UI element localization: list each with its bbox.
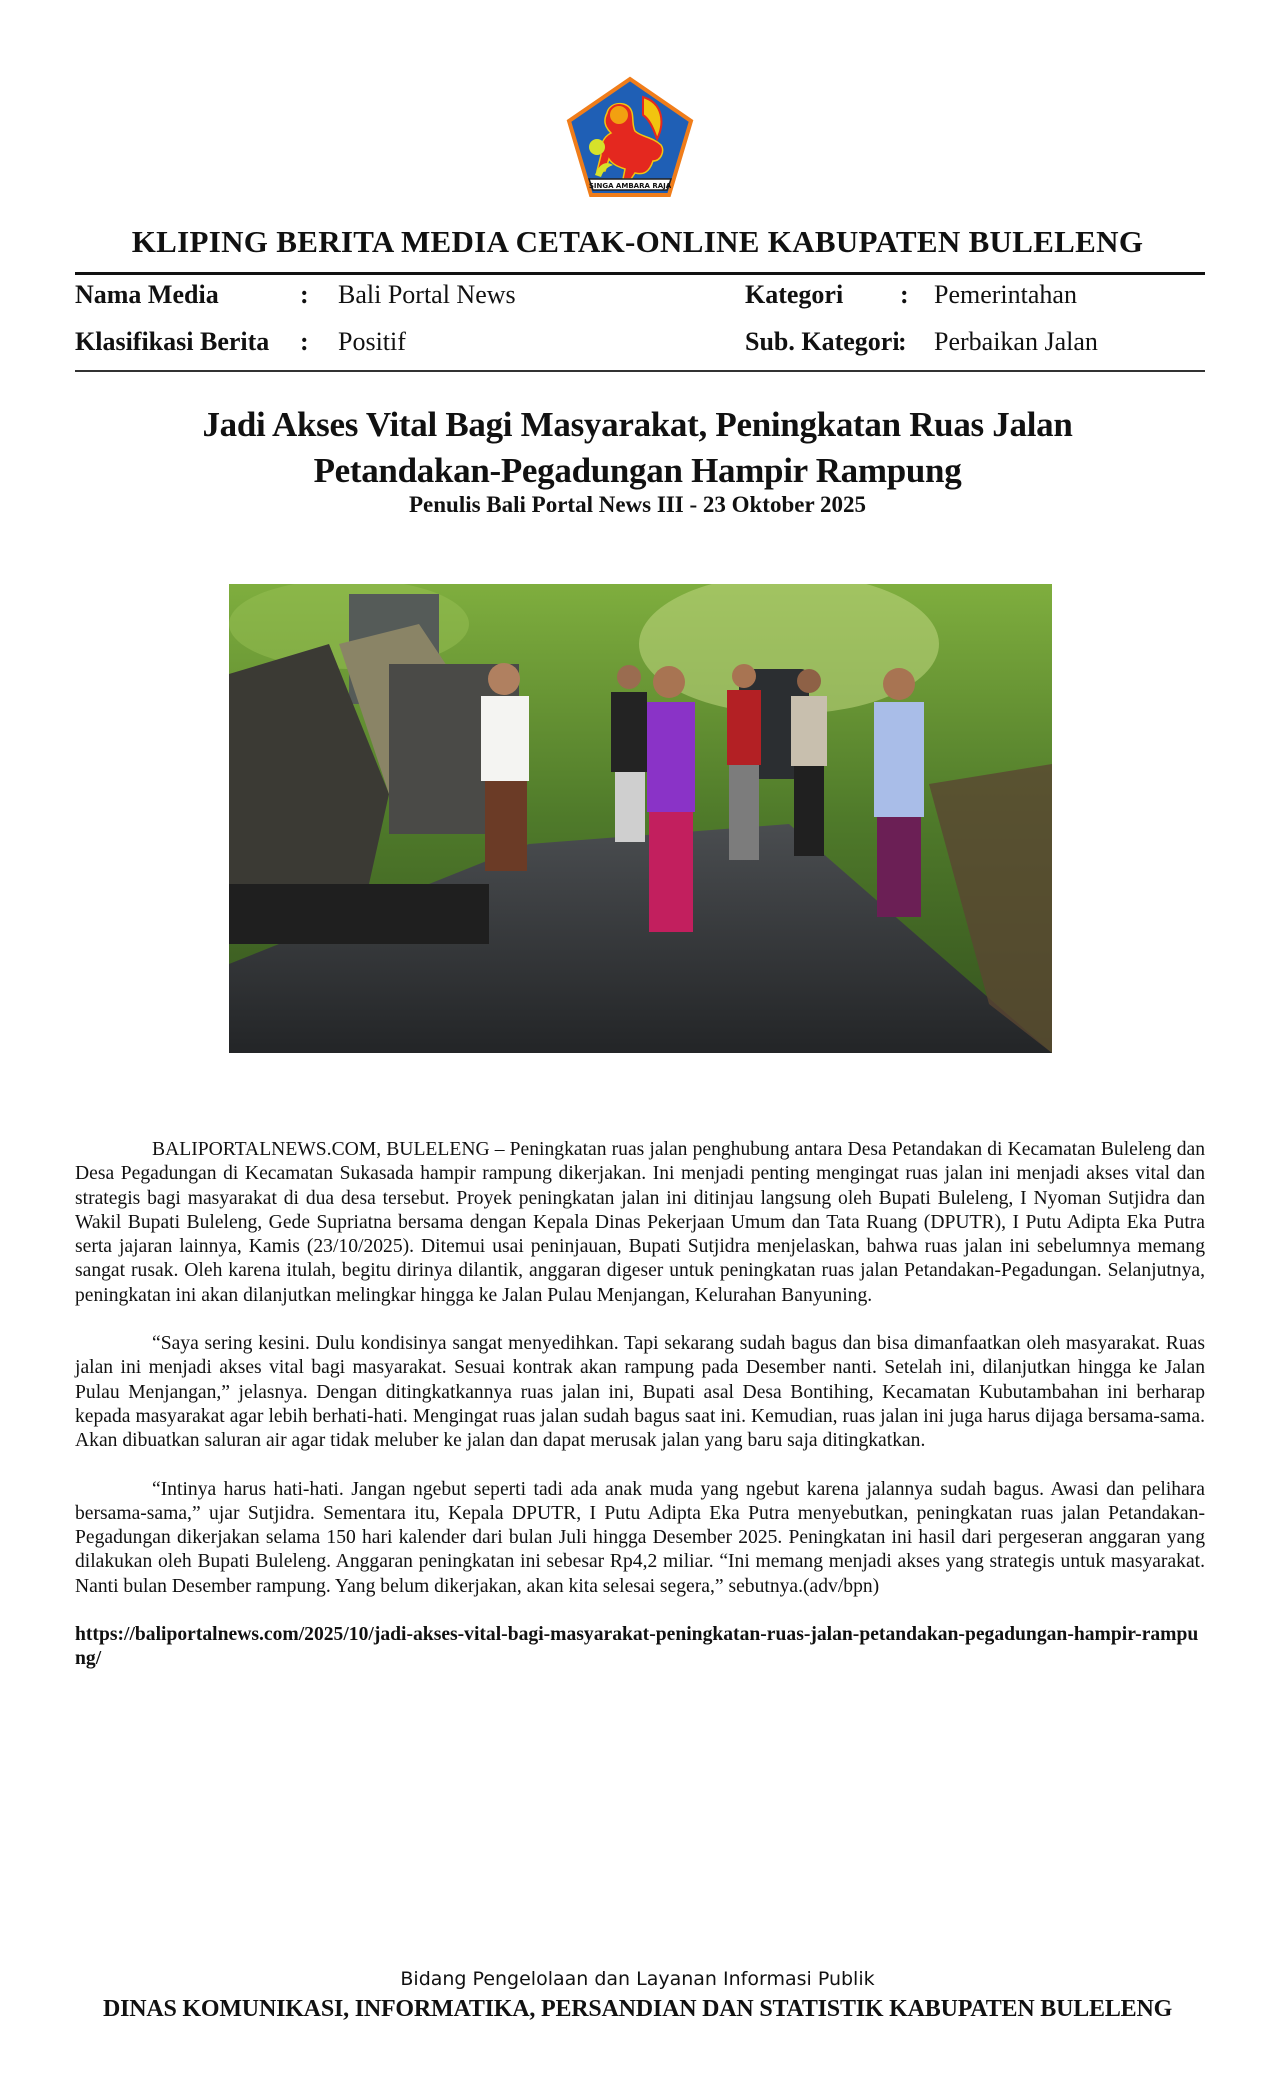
photo-paver-base	[229, 884, 489, 944]
photo-person-purple-shirt	[647, 666, 695, 932]
sub-kategori-label: Sub. Kategori	[745, 327, 900, 356]
document-title: KLIPING BERITA MEDIA CETAK-ONLINE KABUPATEN BULELENG	[131, 224, 1144, 259]
photo-person-vest	[791, 669, 827, 856]
sub-kategori-value: Perbaikan Jalan	[934, 327, 1098, 356]
article-headline	[0, 402, 1275, 494]
article-paragraph-2: “Saya sering kesini. Dulu kondisinya sangat menyedihkan. Tapi sekarang sudah bagus dan bisa dimanfaatkan oleh masyarakat. Ruas jalan ini menjadi akses vital bagi masyarakat. Sesuai kontrak akan rampung pada Desember nanti. Setelah ini, dilanjutkan hingga ke Jalan Pulau Menjangan,” jelasnya. Dengan ditingkatkannya ruas jalan ini, Bupati asal Desa Bontihing, Kecamatan Kubutambahan ini berharap kepada masyarakat agar lebih berhati-hati. Mengingat ruas jalan sudah bagus saat ini. Kemudian, ruas jalan ini juga harus dijaga bersama-sama. Akan dibuatkan saluran air agar tidak meluber ke jalan dan dapat merusak jalan yang baru saja ditingkatkan.	[75, 1333, 1205, 1452]
nama-media-colon: :	[300, 280, 309, 309]
source-url-link[interactable]: https://baliportalnews.com/2025/10/jadi-akses-vital-bagi-masyarakat-peningkatan-ruas-jalan-petandakan-pegadungan-hampir-rampung/	[75, 1624, 1199, 1670]
photo-person-blue-shirt	[874, 668, 924, 917]
header-divider-top	[75, 272, 1205, 275]
kategori-colon: :	[900, 280, 909, 309]
header-divider-bottom	[75, 370, 1205, 372]
crest-flower	[589, 139, 605, 155]
sub-kategori-colon: :	[898, 327, 907, 356]
photo-scene	[229, 584, 1052, 1053]
article-photo	[229, 584, 1052, 1053]
kategori-label: Kategori	[745, 280, 844, 309]
headline-line-1: Jadi Akses Vital Bagi Masyarakat, Peningkatan Ruas Jalan	[202, 405, 1073, 444]
footer-department: Bidang Pengelolaan dan Layanan Informasi Publik	[400, 1968, 875, 1990]
nama-media-value: Bali Portal News	[338, 280, 516, 309]
article-paragraph-3: “Intinya harus hati-hati. Jangan ngebut seperti tadi ada anak muda yang ngebut karena jalannya sudah bagus. Awasi dan pelihara bersama-sama,” ujar Sutjidra. Sementara itu, Kepala DPUTR, I Putu Adipta Eka Putra menyebutkan, peningkatan ruas jalan Petandakan-Pegadungan dikerjakan selama 150 hari kalender dari bulan Juli hingga Desember 2025. Peningkatan ini hasil dari pergeseran anggaran yang dilakukan oleh Bupati Buleleng. Anggaran peningkatan ini sebesar Rp4,2 miliar. “Ini memang menjadi akses yang strategis untuk masyarakat. Nanti bulan Desember rampung. Yang belum dikerjakan, akan kita selesai segera,” sebutnya.(adv/bpn)	[75, 1478, 1205, 1597]
klasifikasi-value: Positif	[338, 327, 406, 356]
nama-media-label: Nama Media	[75, 280, 219, 309]
article-body	[75, 1138, 1205, 1696]
klasifikasi-label: Klasifikasi Berita	[75, 327, 270, 356]
article-byline: Penulis Bali Portal News III - 23 Oktober 2025	[408, 492, 867, 517]
crest-motto: SINGA AMBARA RAJA	[588, 182, 672, 190]
headline-line-2: Petandakan-Pegadungan Hampir Rampung	[313, 451, 962, 490]
klasifikasi-colon: :	[300, 327, 309, 356]
crest-lion-mane	[609, 105, 629, 125]
footer-agency: DINAS KOMUNIKASI, INFORMATIKA, PERSANDIAN DAN STATISTIK KABUPATEN BULELENG	[102, 1996, 1173, 2022]
crest-svg	[565, 75, 695, 200]
kabupaten-buleleng-crest-icon	[565, 75, 695, 200]
article-paragraph-1: BALIPORTALNEWS.COM, BULELENG – Peningkatan ruas jalan penghubung antara Desa Petandakan di Kecamatan Buleleng dan Desa Pegadungan di Kecamatan Sukasada hampir rampung dikerjakan. Ini menjadi penting mengingat ruas jalan ini menjadi akses vital dan strategis bagi masyarakat di dua desa tersebut. Proyek peningkatan jalan ini ditinjau langsung oleh Bupati Buleleng, I Nyoman Sutjidra dan Wakil Bupati Buleleng, Gede Supriatna bersama dengan Kepala Dinas Pekerjaan Umum dan Tata Ruang (DPUTR), I Putu Adipta Eka Putra serta jajaran lainnya, Kamis (23/10/2025). Ditemui usai peninjauan, Bupati Sutjidra menjelaskan, bahwa ruas jalan ini sebelumnya memang sangat rusak. Oleh karena itulah, begitu dirinya dilantik, anggaran digeser untuk peningkatan ruas jalan Petandakan-Pegadungan. Selanjutnya, peningkatan ini akan dilanjutkan melingkar hingga ke Jalan Pulau Menjangan, Kelurahan Banyuning.	[75, 1139, 1205, 1306]
photo-person-red-shirt	[727, 664, 761, 860]
kategori-value: Pemerintahan	[934, 280, 1077, 309]
